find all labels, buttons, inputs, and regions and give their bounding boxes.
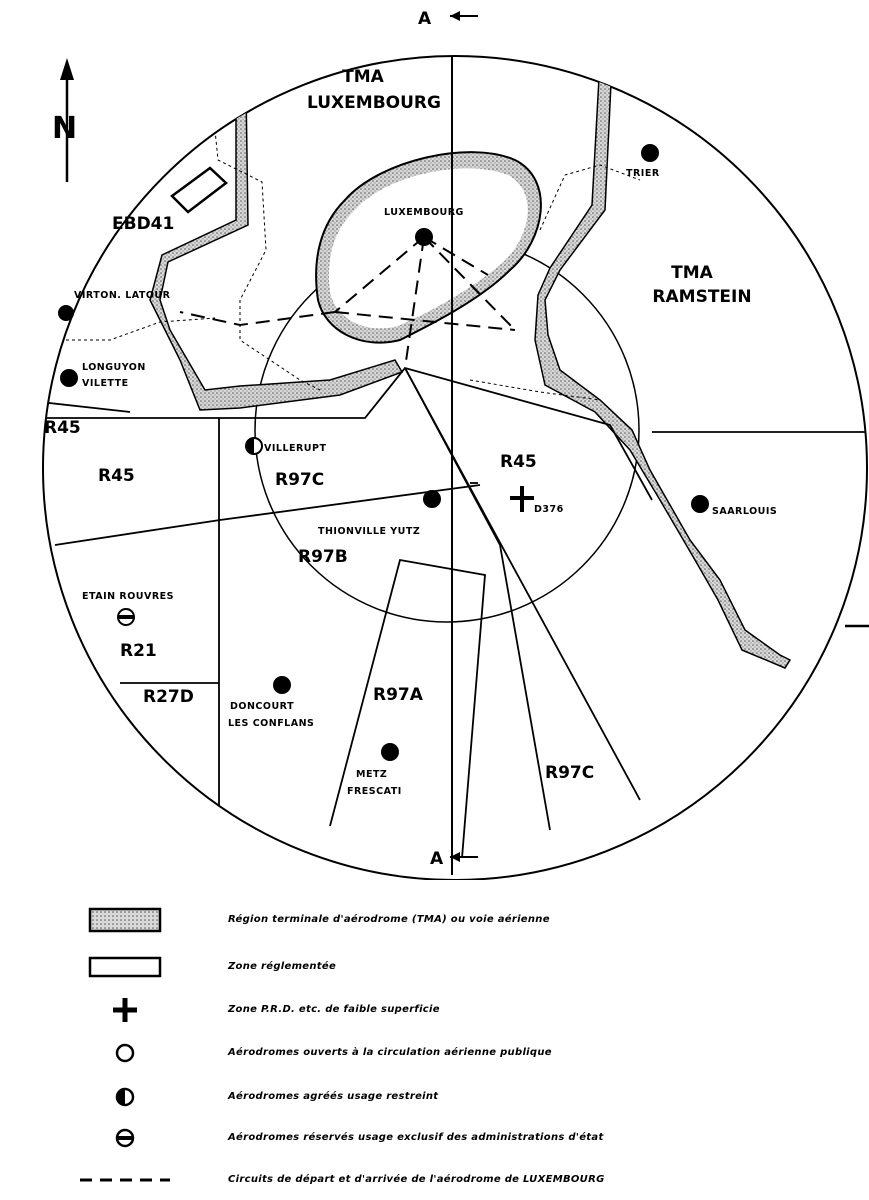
zone-r97c-left-label: R97C — [275, 470, 325, 490]
legend-row-state — [0, 1118, 869, 1158]
aerodrome-metz — [347, 743, 402, 797]
tma-ramstein-label-1: TMA — [671, 263, 713, 283]
half-filled-circle-icon — [113, 1085, 137, 1109]
svg-text:SAARLOUIS: SAARLOUIS — [712, 506, 778, 517]
aerodrome-etain — [82, 591, 174, 625]
section-marker-top — [418, 9, 478, 29]
regulated-zone-box-icon — [88, 954, 162, 980]
tma-ramstein-label-2: RAMSTEIN — [652, 287, 752, 307]
legend-text-regulated: Zone réglementée — [228, 961, 337, 972]
aerodrome-villerupt — [246, 438, 326, 454]
legend-row-restricted — [0, 1077, 869, 1117]
zone-ebd41-label: EBD41 — [112, 214, 175, 234]
svg-text:N: N — [52, 111, 78, 146]
cross-icon — [110, 995, 140, 1025]
legend-row-regulated — [0, 947, 869, 987]
restricted-zone-lines — [40, 368, 869, 878]
legend-text-circuits: Circuits de départ et d'arrivée de l'aérodrome de LUXEMBOURG — [228, 1174, 605, 1185]
aerodrome-trier — [626, 144, 660, 179]
legend-text-state: Aérodromes réservés usage exclusif des administrations d'état — [228, 1132, 604, 1143]
svg-text:DONCOURT: DONCOURT — [230, 701, 295, 712]
aerodrome-doncourt — [228, 676, 314, 729]
tma-hatched-box-icon — [88, 907, 162, 933]
svg-text:METZ: METZ — [356, 769, 388, 780]
zone-r45-edge-label: R45 — [44, 418, 81, 438]
zone-r97a-label: R97A — [373, 685, 423, 705]
north-arrow-icon — [52, 58, 77, 182]
tma-luxembourg-label-2: LUXEMBOURG — [307, 93, 441, 113]
svg-text:VILETTE: VILETTE — [82, 378, 129, 389]
map-legend — [0, 890, 869, 1200]
ebd41-zone — [172, 168, 226, 212]
legend-row-open — [0, 1033, 869, 1073]
section-marker-bottom — [430, 849, 478, 869]
svg-text:VIRTON. LATOUR: VIRTON. LATOUR — [74, 290, 171, 301]
legend-row-circuits — [0, 1160, 869, 1200]
aerodrome-thionville — [318, 490, 441, 537]
aerodrome-longuyon — [60, 362, 146, 389]
legend-row-tma — [0, 900, 869, 940]
svg-text:A: A — [430, 849, 444, 869]
legend-text-open: Aérodromes ouverts à la circulation aérienne publique — [228, 1047, 552, 1058]
svg-text:VILLERUPT: VILLERUPT — [264, 443, 327, 454]
zone-r45-center-label: R45 — [500, 452, 537, 472]
svg-text:LES CONFLANS: LES CONFLANS — [228, 718, 315, 729]
open-circle-icon — [113, 1041, 137, 1065]
zone-r97c-bottom-label: R97C — [545, 763, 595, 783]
svg-text:ETAIN ROUVRES: ETAIN ROUVRES — [82, 591, 174, 602]
zone-r21-label: R21 — [120, 641, 157, 661]
dashed-line-icon — [80, 1170, 170, 1190]
tma-luxembourg-east-band — [535, 60, 790, 668]
barred-circle-icon — [113, 1126, 137, 1150]
legend-row-cross — [0, 990, 869, 1030]
zone-r97b-label: R97B — [298, 547, 348, 567]
tma-luxembourg-label-1: TMA — [342, 67, 384, 87]
svg-text:THIONVILLE YUTZ: THIONVILLE YUTZ — [318, 526, 421, 537]
svg-text:LONGUYON: LONGUYON — [82, 362, 146, 373]
d376-label: D376 — [534, 504, 564, 515]
svg-text:A: A — [418, 9, 432, 29]
svg-text:TRIER: TRIER — [626, 168, 660, 179]
svg-text:LUXEMBOURG: LUXEMBOURG — [384, 207, 464, 218]
svg-text:FRESCATI: FRESCATI — [347, 786, 402, 797]
d376-cross-icon — [510, 486, 534, 512]
legend-text-cross: Zone P.R.D. etc. de faible superficie — [228, 1004, 440, 1015]
zone-r27d-label: R27D — [143, 687, 194, 707]
zone-r45-left-label: R45 — [98, 466, 135, 486]
legend-text-tma: Région terminale d'aérodrome (TMA) ou voie aérienne — [228, 914, 550, 925]
aerodrome-saarlouis — [691, 495, 777, 517]
legend-text-restricted: Aérodromes agréés usage restreint — [228, 1091, 439, 1102]
